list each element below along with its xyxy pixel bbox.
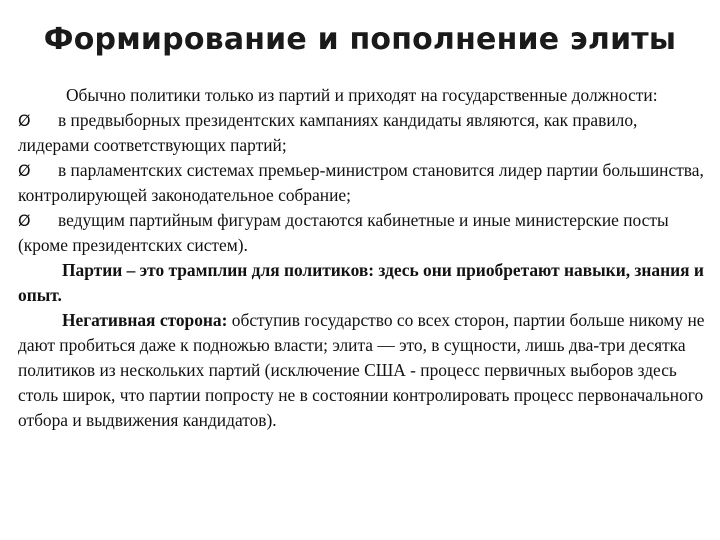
arrow-bullet-icon: Ø [18, 161, 31, 180]
arrow-bullet-icon: Ø [18, 211, 31, 230]
negative-text: обступив государство со всех сторон, партии больше никому не дают пробиться даже к подножью власти; элита — это, в сущности, лишь два-три десятка политиков из нескольких партий (исключение США - процесс первичных выборов здесь столь широк, что партии попросту не в состоянии контролировать процесс первоначального отбора и выдвижения кандидатов). [18, 310, 705, 430]
bullet-item [18, 108, 706, 158]
negative-paragraph [18, 308, 706, 433]
negative-label: Негативная сторона: [62, 310, 228, 330]
bullet-text: в предвыборных президентских кампаниях кандидаты являются, как правило, лидерами соответствующих партий; [18, 110, 638, 155]
arrow-bullet-icon: Ø [18, 111, 31, 130]
slide-title: Формирование и пополнение элиты [43, 22, 677, 57]
springboard-paragraph: Партии – это трамплин для политиков: здесь они приобретают навыки, знания и опыт. [18, 260, 704, 305]
bullet-text: ведущим партийным фигурам достаются кабинетные и иные министерские посты (кроме президентских систем). [18, 210, 669, 255]
slide-body [18, 83, 706, 433]
bullet-item [18, 158, 706, 208]
bullet-item [18, 208, 706, 258]
bullet-text: в парламентских системах премьер-министром становится лидер партии большинства, контролирующей законодательное собрание; [18, 160, 704, 205]
intro-paragraph: Обычно политики только из партий и приходят на государственные должности: [66, 85, 658, 105]
